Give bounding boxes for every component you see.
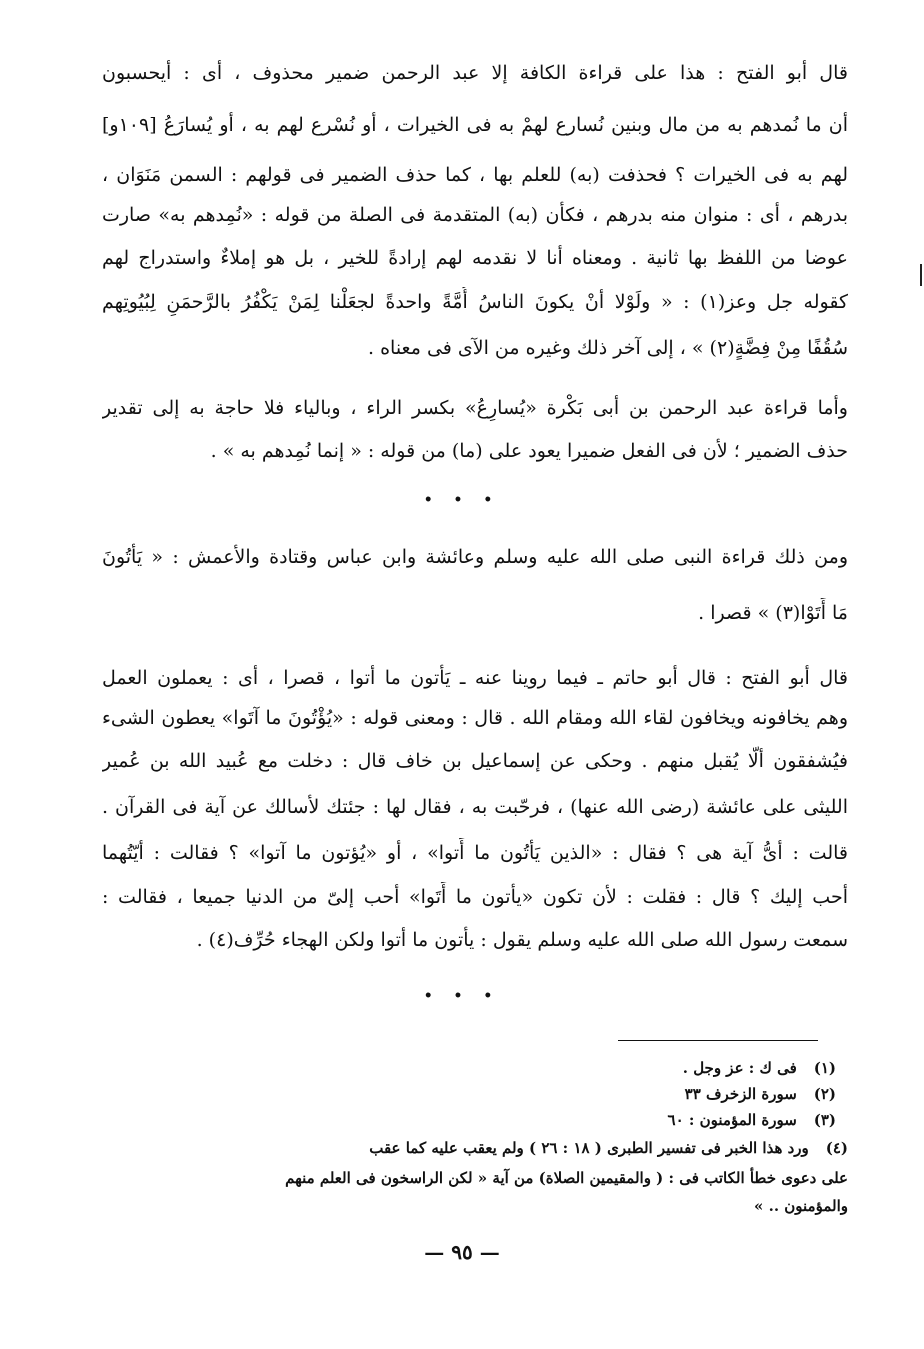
footnote-text: فى ك : عز وجل .	[682, 1059, 797, 1077]
text-line: أن ما نُمدهم به من مال وبنين نُسارع لهمْ به فى الخيرات ، أو نُسْرع لهم به ، أو يُسارَعُ [١٠٩و]	[102, 114, 848, 136]
page-number: — ٩٥ —	[424, 1240, 500, 1264]
margin-mark	[920, 264, 922, 286]
text-line: أحب إليك ؟ قال : فقلت : لأن تكون «يأْتون ما أَتَوا» أحب إلىّ من الدنيا جميعا ، فقالت :	[102, 886, 848, 908]
text-line: سمعت رسول الله صلى الله عليه وسلم يقول : يأْتون ما أتوا ولكن الهجاء حُرِّف(٤) .	[196, 929, 848, 951]
footnote-number: (٣)	[813, 1111, 836, 1129]
text-line: مَا أَتَوْا(٣) » قصرا .	[698, 602, 848, 624]
text-line: قالت : أىُّ آية هى ؟ فقال : «الذين يَأْتُون ما أَتوا» ، أو «يُؤتون ما آتوا» ؟ فقالت : أيّتُهما	[102, 842, 848, 864]
text-line: بدرهم ، أى : منوان منه بدرهم ، فكأن (به) المتقدمة فى الصلة من قوله : «نُمِدهم به» صارت	[102, 204, 848, 226]
footnote-item	[106, 1082, 836, 1106]
text-line: وهم يخافونه ويخافون لقاء الله ومقام الله . قال : ومعنى قوله : «يُؤْتُونَ ما آتَوا» يعطون الشىء	[102, 707, 848, 729]
footnote-text: ورد هذا الخبر فى تفسير الطبرى ( ١٨ : ٢٦ ) ولم يعقب عليه كما عقب	[369, 1139, 809, 1157]
footnote-number: (١)	[813, 1059, 836, 1077]
text-line: ومن ذلك قراءة النبى صلى الله عليه وسلم وعائشة وابن عباس وقتادة والأعمش : « يَأْتُونَ	[102, 546, 848, 568]
text-line: قال أبو الفتح : قال أبو حاتم ـ فيما روينا عنه ـ يَأْتون ما أتوا ، قصرا ، أى : يعملون العمل	[102, 667, 848, 689]
text-line: لهم به فى الخيرات ؟ فحذفت (به) للعلم بها ، كما حذف الضمير فى قولهم : السمن مَنَوَان ،	[102, 164, 848, 186]
footnote-number: (٢)	[813, 1085, 836, 1103]
text-line: وأما قراءة عبد الرحمن بن أبى بَكْرة «يُسارِعُ» بكسر الراء ، وبالياء فلا حاجة به إلى تقدير	[102, 397, 848, 419]
text-line: سُقُفًا مِنْ فِضَّةٍ(٢) » ، إلى آخر ذلك وغيره من الآى فى معناه .	[368, 337, 848, 359]
section-divider: • • •	[423, 492, 501, 508]
footnote-continuation: والمؤمنون .. »	[754, 1197, 848, 1215]
footnote-text: سورة المؤمنون : ٦٠	[667, 1111, 797, 1129]
footnote-item	[118, 1136, 848, 1160]
footnote-number: (٤)	[825, 1139, 848, 1157]
text-line: كقوله جل وعز(١) : « ولَوْلا أنْ يكونَ الناسُ أُمَّةً واحدةً لجعَلْنا لِمَنْ يَكْفُرُ بالرَّحمَنِ لِبُيُوتِهم	[102, 291, 848, 313]
text-line: قال أبو الفتح : هذا على قراءة الكافة إلا عبد الرحمن ضمير محذوف ، أى : أيحسبون	[102, 62, 848, 84]
footnote-rule	[618, 1040, 818, 1041]
text-line: فيُشفقون ألّا يُقبل منهم . وحكى عن إسماعيل بن خاف قال : دخلت مع عُبيد الله بن عُمير	[102, 750, 848, 772]
footnote-item	[106, 1056, 836, 1080]
footnote-item	[106, 1108, 836, 1132]
footnote-text: سورة الزخرف ٣٣	[684, 1085, 797, 1103]
section-divider: • • •	[423, 988, 501, 1004]
text-line: الليثى على عائشة (رضى الله عنها) ، فرحّبت به ، فقال لها : جئتك لأسالك عن آية فى القرآن .	[102, 796, 848, 818]
footnote-continuation: على دعوى خطأ الكاتب فى : ( والمقيمين الصلاة) من آية « لكن الراسخون فى العلم منهم	[285, 1169, 848, 1187]
text-line: عوضا من اللفظ بها ثانية . ومعناه أنا لا نقدمه لهم إرادةً للخير ، بل هو إملاءٌ واستدراج لهم	[102, 247, 848, 269]
text-line: حذف الضمير ؛ لأن فى الفعل ضميرا يعود على (ما) من قوله : « إنما نُمِدهم به » .	[210, 440, 848, 462]
